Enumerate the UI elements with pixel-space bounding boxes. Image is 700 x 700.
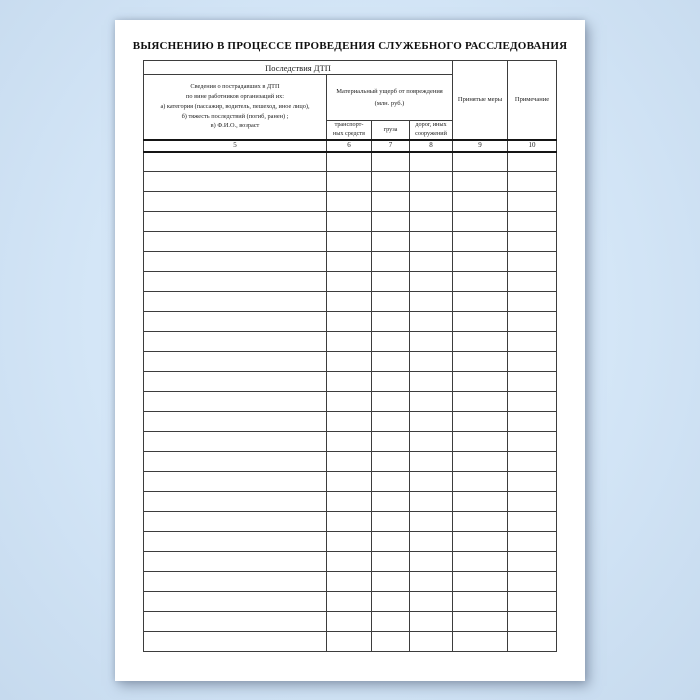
empty-data-row (144, 592, 557, 612)
header-consequences: Последствия ДТП (144, 61, 453, 75)
empty-cell (327, 612, 372, 632)
empty-cell (144, 452, 327, 472)
empty-cell (453, 532, 508, 552)
empty-cell (372, 192, 410, 212)
empty-cell (453, 292, 508, 312)
empty-cell (508, 592, 557, 612)
empty-cell (327, 352, 372, 372)
empty-cell (508, 352, 557, 372)
empty-cell (144, 292, 327, 312)
empty-cell (327, 212, 372, 232)
empty-cell (453, 412, 508, 432)
header-damage-vehicles (327, 121, 372, 140)
empty-cell (372, 532, 410, 552)
empty-cell (372, 152, 410, 172)
empty-cell (372, 632, 410, 652)
empty-cell (327, 372, 372, 392)
empty-cell (508, 612, 557, 632)
empty-cell (453, 492, 508, 512)
empty-cell (372, 272, 410, 292)
empty-cell (453, 352, 508, 372)
empty-cell (453, 612, 508, 632)
empty-cell (508, 552, 557, 572)
empty-cell (453, 432, 508, 452)
empty-cell (327, 152, 372, 172)
empty-cell (410, 332, 453, 352)
empty-cell (508, 412, 557, 432)
subcol-line: транспорт- (334, 121, 364, 129)
empty-cell (410, 192, 453, 212)
empty-cell (144, 392, 327, 412)
empty-data-row (144, 612, 557, 632)
empty-cell (410, 172, 453, 192)
empty-cell (453, 452, 508, 472)
empty-cell (144, 612, 327, 632)
column-number: 6 (327, 140, 372, 152)
empty-cell (410, 532, 453, 552)
empty-cell (508, 272, 557, 292)
empty-cell (508, 312, 557, 332)
empty-cell (508, 192, 557, 212)
empty-cell (508, 492, 557, 512)
empty-cell (144, 332, 327, 352)
empty-data-row (144, 452, 557, 472)
empty-data-row (144, 312, 557, 332)
empty-data-row (144, 572, 557, 592)
empty-cell (410, 352, 453, 372)
empty-cell (410, 152, 453, 172)
empty-cell (372, 552, 410, 572)
empty-cell (453, 392, 508, 412)
empty-data-row (144, 272, 557, 292)
empty-cell (453, 192, 508, 212)
empty-data-row (144, 252, 557, 272)
empty-cell (144, 192, 327, 212)
empty-cell (327, 632, 372, 652)
victims-header-line: Сведения о пострадавших в ДТП (190, 83, 280, 91)
empty-cell (508, 472, 557, 492)
empty-cell (144, 432, 327, 452)
empty-data-row (144, 192, 557, 212)
empty-cell (327, 512, 372, 532)
empty-cell (453, 252, 508, 272)
empty-cell (453, 552, 508, 572)
empty-cell (372, 172, 410, 192)
empty-cell (453, 212, 508, 232)
empty-cell (410, 392, 453, 412)
empty-cell (327, 332, 372, 352)
empty-cell (508, 292, 557, 312)
empty-cell (327, 452, 372, 472)
empty-cell (327, 232, 372, 252)
page-title: ВЫЯСНЕНИЮ В ПРОЦЕССЕ ПРОВЕДЕНИЯ СЛУЖЕБНОГО РАССЛЕДОВАНИЯ (132, 40, 568, 52)
group-header-row (144, 61, 557, 75)
empty-cell (410, 452, 453, 472)
empty-cell (508, 332, 557, 352)
empty-cell (453, 572, 508, 592)
accident-report-table (143, 60, 557, 652)
header-damage-roads (410, 121, 453, 140)
empty-cell (410, 372, 453, 392)
empty-cell (410, 272, 453, 292)
empty-cell (372, 312, 410, 332)
victims-header-line: б) тяжесть последствий (погиб, ранен) ; (181, 112, 289, 120)
header-material-damage (327, 75, 453, 121)
empty-cell (327, 412, 372, 432)
empty-cell (144, 572, 327, 592)
empty-data-row (144, 632, 557, 652)
empty-cell (372, 252, 410, 272)
empty-cell (372, 592, 410, 612)
empty-data-row (144, 392, 557, 412)
empty-cell (453, 512, 508, 532)
damage-header-line: (млн. руб.) (374, 99, 405, 107)
empty-cell (410, 632, 453, 652)
damage-header-line: Материальный ущерб от повреждения (336, 88, 443, 96)
empty-data-row (144, 232, 557, 252)
empty-cell (453, 172, 508, 192)
header-measures-taken: Принятые меры (453, 61, 508, 140)
empty-cell (410, 292, 453, 312)
empty-cell (410, 572, 453, 592)
empty-cell (410, 552, 453, 572)
subcol-line: ных средств (332, 129, 366, 137)
empty-cell (410, 232, 453, 252)
empty-cell (144, 232, 327, 252)
subcol-line: сооружений (415, 129, 447, 137)
empty-cell (144, 272, 327, 292)
empty-cell (410, 312, 453, 332)
empty-data-row (144, 532, 557, 552)
empty-cell (508, 392, 557, 412)
empty-cell (372, 472, 410, 492)
empty-data-row (144, 352, 557, 372)
empty-cell (327, 492, 372, 512)
empty-cell (327, 552, 372, 572)
empty-cell (508, 212, 557, 232)
empty-cell (144, 212, 327, 232)
empty-data-row (144, 472, 557, 492)
subcol-line: дорог, иных (415, 121, 447, 129)
empty-cell (372, 612, 410, 632)
column-number-row (144, 140, 557, 152)
column-number: 9 (453, 140, 508, 152)
table-body (144, 152, 557, 652)
empty-cell (327, 272, 372, 292)
empty-cell (508, 572, 557, 592)
empty-cell (327, 432, 372, 452)
empty-cell (372, 352, 410, 372)
empty-cell (410, 252, 453, 272)
empty-cell (144, 352, 327, 372)
empty-cell (453, 632, 508, 652)
empty-cell (453, 272, 508, 292)
empty-data-row (144, 512, 557, 532)
document-page (115, 20, 585, 681)
column-number: 10 (508, 140, 557, 152)
empty-cell (372, 572, 410, 592)
subcol-line: груза (383, 125, 398, 133)
empty-cell (453, 152, 508, 172)
empty-data-row (144, 152, 557, 172)
empty-cell (372, 232, 410, 252)
empty-cell (327, 472, 372, 492)
empty-cell (453, 592, 508, 612)
empty-cell (453, 372, 508, 392)
empty-cell (453, 312, 508, 332)
header-victims-info (144, 75, 327, 140)
empty-cell (372, 432, 410, 452)
header-damage-cargo (372, 121, 410, 140)
empty-data-row (144, 292, 557, 312)
empty-cell (327, 312, 372, 332)
empty-data-row (144, 172, 557, 192)
empty-cell (410, 432, 453, 452)
empty-cell (508, 172, 557, 192)
empty-cell (372, 332, 410, 352)
empty-data-row (144, 372, 557, 392)
empty-cell (453, 332, 508, 352)
empty-cell (144, 532, 327, 552)
empty-cell (372, 212, 410, 232)
empty-cell (327, 592, 372, 612)
empty-data-row (144, 552, 557, 572)
empty-cell (372, 412, 410, 432)
empty-data-row (144, 332, 557, 352)
empty-cell (372, 512, 410, 532)
empty-cell (410, 612, 453, 632)
empty-cell (144, 152, 327, 172)
empty-cell (372, 492, 410, 512)
empty-cell (327, 392, 372, 412)
empty-cell (327, 292, 372, 312)
table-header (144, 61, 557, 152)
empty-cell (144, 632, 327, 652)
empty-cell (508, 252, 557, 272)
empty-data-row (144, 492, 557, 512)
empty-cell (453, 472, 508, 492)
victims-header-line: а) категория (пассажир, водитель, пешеход, иное лицо), (160, 102, 310, 110)
empty-cell (144, 492, 327, 512)
empty-data-row (144, 412, 557, 432)
empty-cell (327, 252, 372, 272)
victims-header-line: по вине работников организаций их: (186, 93, 284, 101)
empty-cell (508, 512, 557, 532)
empty-cell (327, 192, 372, 212)
empty-data-row (144, 432, 557, 452)
empty-cell (508, 532, 557, 552)
empty-cell (327, 532, 372, 552)
empty-cell (372, 292, 410, 312)
empty-cell (410, 412, 453, 432)
empty-cell (144, 172, 327, 192)
empty-cell (144, 472, 327, 492)
empty-cell (410, 592, 453, 612)
empty-cell (508, 452, 557, 472)
empty-cell (508, 372, 557, 392)
empty-cell (144, 412, 327, 432)
victims-header-line: в) Ф.И.О., возраст (210, 122, 260, 130)
empty-cell (144, 512, 327, 532)
empty-cell (327, 572, 372, 592)
empty-cell (372, 392, 410, 412)
empty-cell (144, 252, 327, 272)
column-number: 8 (410, 140, 453, 152)
empty-cell (372, 452, 410, 472)
empty-cell (144, 372, 327, 392)
empty-cell (144, 552, 327, 572)
empty-cell (410, 472, 453, 492)
column-number: 5 (144, 140, 327, 152)
empty-cell (508, 152, 557, 172)
empty-cell (508, 232, 557, 252)
empty-cell (144, 312, 327, 332)
empty-cell (144, 592, 327, 612)
empty-cell (508, 632, 557, 652)
empty-cell (372, 372, 410, 392)
empty-cell (410, 512, 453, 532)
empty-cell (508, 432, 557, 452)
header-note: Примечание (508, 61, 557, 140)
empty-cell (410, 212, 453, 232)
column-number: 7 (372, 140, 410, 152)
empty-cell (453, 232, 508, 252)
empty-cell (327, 172, 372, 192)
empty-cell (410, 492, 453, 512)
empty-data-row (144, 212, 557, 232)
